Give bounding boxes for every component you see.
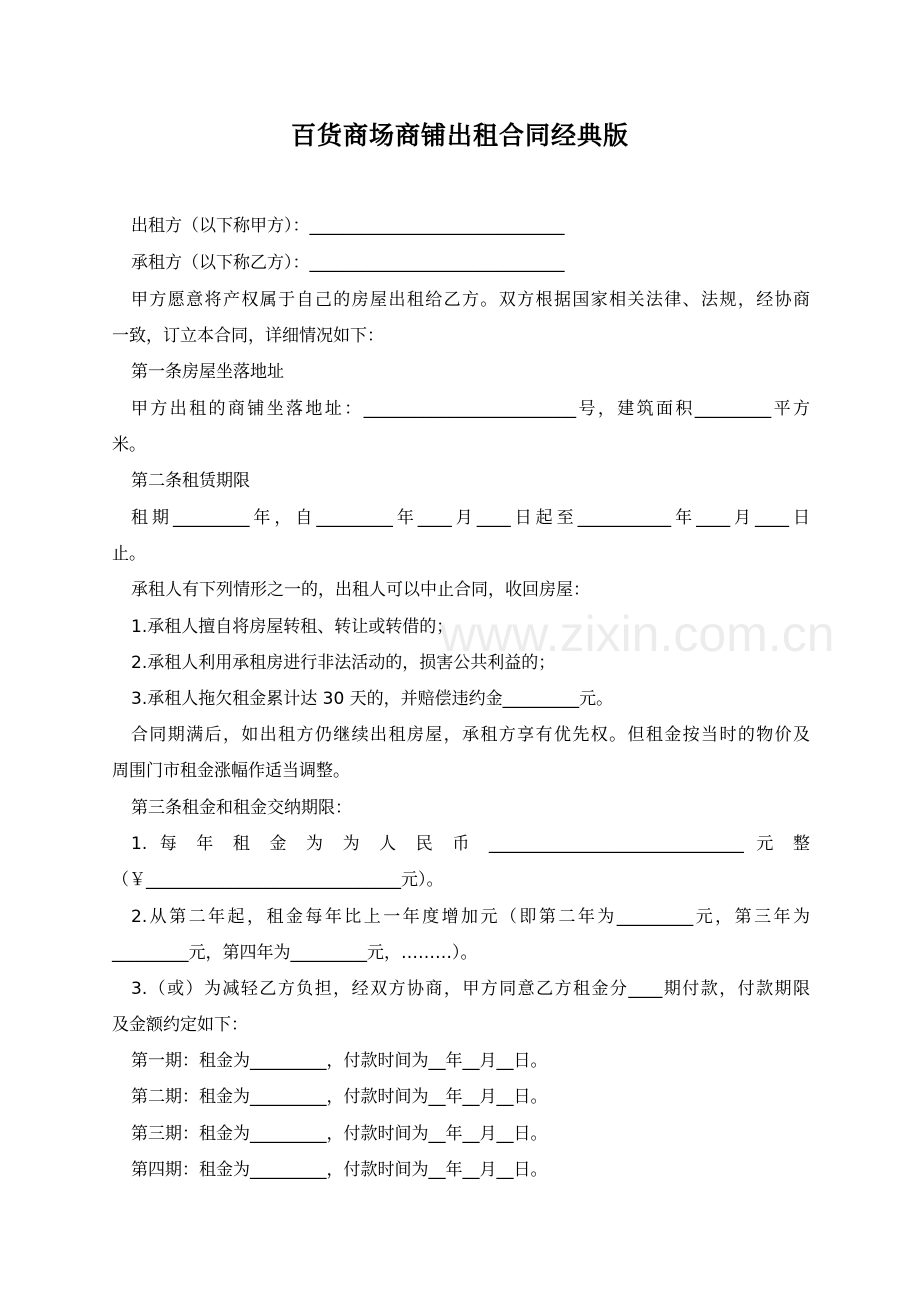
list-item: 3.承租人拖欠租金累计达 30 天的，并赔偿违约金_________元。 bbox=[131, 689, 614, 709]
paragraph-line: 合同期满后，如出租方仍继续出租房屋，承租方享有优先权。但租金按当时的物价及 bbox=[131, 725, 810, 745]
lessee-line: 承租方（以下称乙方）：______________________________ bbox=[131, 253, 565, 273]
paragraph-line: 及金额约定如下： bbox=[112, 1015, 248, 1035]
installment-line: 第一期：租金为_________，付款时间为__年__月__日。 bbox=[131, 1051, 548, 1071]
lessor-line: 出租方（以下称甲方）：______________________________ bbox=[131, 216, 565, 236]
paragraph-line: 承租人有下列情形之一的，出租人可以中止合同，收回房屋： bbox=[131, 580, 590, 600]
paragraph-line: _________元，第四年为_________元，………）。 bbox=[112, 943, 478, 963]
paragraph-line: 甲方愿意将产权属于自己的房屋出租给乙方。双方根据国家相关法律、法规，经协商 bbox=[131, 290, 810, 310]
article-heading: 第三条租金和租金交纳期限： bbox=[131, 798, 352, 818]
list-item: 1.承租人擅自将房屋转租、转让或转借的； bbox=[131, 617, 454, 637]
list-item: 2.承租人利用承租房进行非法活动的，损害公共利益的； bbox=[131, 653, 556, 673]
paragraph-line: 甲方出租的商铺坐落地址：_________________________号，建筑面积_________平方 bbox=[131, 399, 810, 419]
paragraph-line: 周围门市租金涨幅作适当调整。 bbox=[112, 761, 350, 781]
list-item: 3.（或）为减轻乙方负担，经双方协商，甲方同意乙方租金分____期付款，付款期限 bbox=[131, 979, 810, 999]
article-heading: 第二条租赁期限 bbox=[131, 471, 250, 491]
paragraph-line: （￥______________________________元）。 bbox=[112, 870, 444, 890]
list-item: 1. 每 年 租 金 为 为 人 民 币 ______________________________ 元 整 bbox=[131, 834, 810, 854]
installment-line: 第三期：租金为_________，付款时间为__年__月__日。 bbox=[131, 1124, 548, 1144]
list-item: 2.从第二年起，租金每年比上一年度增加元（即第二年为_________元，第三年为 bbox=[131, 907, 810, 927]
paragraph-line: 米。 bbox=[112, 435, 146, 455]
paragraph-line: 租期_________年，自_________年____月____日起至___________年____月____日 bbox=[131, 508, 810, 528]
installment-line: 第二期：租金为_________，付款时间为__年__月__日。 bbox=[131, 1087, 548, 1107]
paragraph-line: 一致，订立本合同，详细情况如下： bbox=[112, 326, 384, 346]
paragraph-line: 止。 bbox=[112, 544, 146, 564]
article-heading: 第一条房屋坐落地址 bbox=[131, 362, 284, 382]
page-title: 百货商场商铺出租合同经典版 bbox=[290, 121, 629, 150]
watermark: www.zixin.com.cn bbox=[440, 606, 835, 662]
installment-line: 第四期：租金为_________，付款时间为__年__月__日。 bbox=[131, 1160, 548, 1180]
